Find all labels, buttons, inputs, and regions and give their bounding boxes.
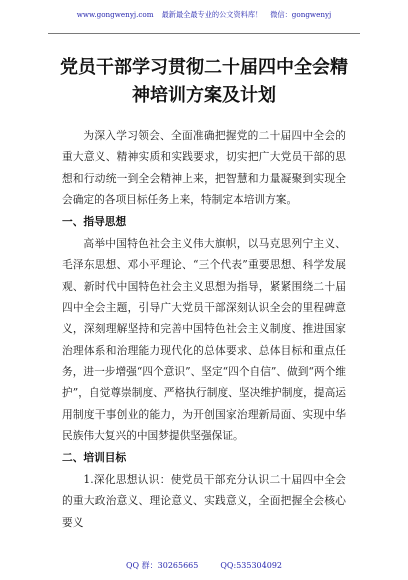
header-bar	[0, 0, 408, 34]
header-wechat: 微信：gongwenyj	[270, 10, 332, 19]
footer-qq: QQ:535304092	[220, 561, 282, 570]
training-goals-paragraph: 1.深化思想认识：使党员干部充分认识二十届四中全会的重大政治意义、理论意义、实践意义，全面把握全会核心要义	[62, 473, 346, 529]
document-title: 党员干部学习贯彻二十届四中全会精神培训方案及计划	[60, 57, 348, 106]
section-heading-guiding-ideology: 一、指导思想	[62, 215, 127, 229]
document-body	[62, 125, 346, 533]
website-link[interactable]: www.gongwenyj.com	[76, 10, 154, 19]
intro-paragraph: 为深入学习领会、全面准确把握党的二十届四中全会的重大意义、精神实质和实践要求，切实把广大党员干部的思想和行动统一到全会精神上来，把智慧和力量凝聚到实现全会确定的各项目标任务上来，特制定本培训方案。	[62, 129, 346, 206]
section-heading-training-goals: 二、培训目标	[62, 451, 127, 465]
footer-qq-group: QQ 群：30265665	[125, 561, 199, 570]
header-slogan: 最新最全最专业的公文资料库！	[161, 10, 263, 19]
header-divider	[48, 33, 360, 34]
guiding-ideology-paragraph: 高举中国特色社会主义伟大旗帜，以马克思列宁主义、毛泽东思想、邓小平理论、“三个代表”重要思想、科学发展观、新时代中国特色社会主义思想为指导，紧紧围绕二十届四中全会主题，引导广大党员干部深刻认识全会的里程碑意义，深刻理解坚持和完善中国特色社会主义制度、推进国家治理体系和治理能力现代化的总体要求、总体目标和重点任务，进一步增强“四个意识”、坚定“四个自信”、做到“两个维护”，自觉尊崇制度、严格执行制度、坚决维护制度，提高运用制度干事创业的能力，为开创国家治理新局面、实现中华民族伟大复兴的中国梦提供坚强保证。	[62, 237, 346, 442]
footer-bar	[0, 560, 408, 571]
